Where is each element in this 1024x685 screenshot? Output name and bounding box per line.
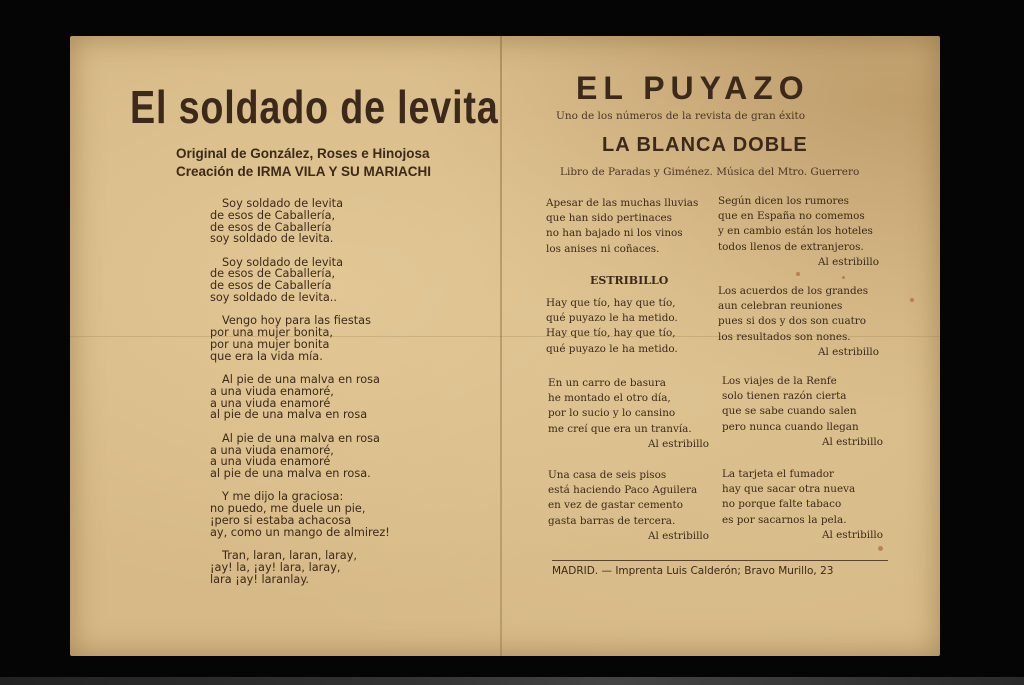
lyric-line: me creí que era un tranvía. [548, 422, 692, 435]
lyric-line: los resultados son nones. [718, 330, 851, 343]
lyric-line: a una viuda enamoré, [210, 443, 334, 457]
refrain-note: Al estribillo [648, 529, 709, 542]
printer-footer: MADRID. — Imprenta Luis Calderón; Bravo Murillo, 23 [552, 565, 834, 577]
lyric-line: que era la vida mía. [210, 349, 323, 363]
lyric-line: todos llenos de extranjeros. [718, 240, 864, 253]
lyric-line: está haciendo Paco Aguilera [548, 484, 698, 497]
lyric-line: gasta barras de tercera. [548, 514, 676, 527]
lyric-line: Tran, laran, laran, laray, [222, 549, 357, 563]
lyric-line: que en España no comemos [718, 210, 865, 223]
stanza [210, 257, 490, 304]
lyric-line: hay que sacar otra nueva [722, 483, 856, 496]
lyric-line: de esos de Caballería, [210, 267, 336, 281]
ink-stain [796, 272, 800, 276]
revue-title: LA BLANCA DOBLE [602, 134, 808, 156]
verse-block [722, 467, 887, 543]
lyric-line: y en cambio están los hoteles [718, 225, 873, 238]
bottom-strip [0, 677, 1024, 685]
lyric-line: ¡pero si estaba achacosa [210, 514, 352, 528]
lyric-line: al pie de una malva en rosa [210, 408, 368, 422]
stanza [210, 433, 490, 480]
song-title-left: El soldado de levita [130, 81, 499, 133]
lyric-line: En un carro de basura [548, 377, 666, 389]
refrain-note: Al estribillo [818, 345, 879, 358]
lyric-line: ¡ay! la, ¡ay! lara, laray, [210, 560, 341, 574]
lyric-line: Apesar de las muchas lluvias [546, 197, 699, 209]
authors-line: Libro de Paradas y Giménez. Música del Mtro. Guerrero [560, 166, 860, 178]
lyric-line: Hay que tío, hay que tío, [546, 297, 676, 309]
songsheet-paper [70, 36, 940, 656]
lyric-line: no porque falte tabaco [722, 498, 842, 511]
stanza [210, 315, 490, 362]
lyric-line: de esos de Caballería [210, 220, 332, 234]
left-panel [70, 36, 500, 656]
ink-stain [878, 546, 883, 551]
lyrics-left [210, 198, 490, 597]
lyric-line: Una casa de seis pisos [548, 469, 667, 481]
lyric-line: los anises ni coñaces. [546, 242, 660, 255]
credit-line-1: Original de González, Roses e Hinojosa [176, 146, 430, 161]
lyric-line: lara ¡ay! laranlay. [210, 572, 309, 586]
lyric-line: a una viuda enamoré [210, 396, 331, 410]
lyric-line: que han sido pertinaces [546, 212, 672, 225]
lyric-line: en vez de gastar cemento [548, 499, 683, 512]
lyric-line: pero nunca cuando llegan [722, 420, 859, 433]
stanza [210, 550, 490, 585]
verse-block [718, 194, 883, 270]
lyric-line: Al pie de una malva en rosa [222, 431, 380, 445]
lyric-line: Al pie de una malva en rosa [222, 373, 380, 387]
ink-stain [910, 298, 914, 302]
verse-block [546, 196, 731, 257]
lyric-line: he montado el otro día, [548, 392, 671, 405]
credit-line-2: Creación de IRMA VILA Y SU MARIACHI [176, 164, 432, 179]
lyric-line: de esos de Caballería [210, 279, 332, 293]
ink-stain [842, 276, 845, 279]
lyric-line: por lo sucio y lo cansino [548, 407, 676, 420]
lyric-line: a una viuda enamoré [210, 455, 331, 469]
lyric-line: que se sabe cuando salen [722, 405, 857, 418]
lyric-line: Y me dijo la graciosa: [222, 490, 344, 504]
lyric-line: a una viuda enamoré, [210, 384, 334, 398]
lyric-line: Hay que tío, hay que tío, [546, 327, 676, 340]
lyric-line: no han bajado ni los vinos [546, 227, 683, 240]
estribillo-heading: ESTRIBILLO [590, 274, 669, 287]
lyric-line: al pie de una malva en rosa. [210, 467, 371, 481]
lyric-line: Vengo hoy para las fiestas [222, 314, 371, 328]
verse-block [548, 468, 713, 544]
refrain-note: Al estribillo [822, 435, 883, 448]
lyric-line: de esos de Caballería, [210, 208, 336, 222]
lyric-line: Los acuerdos de los grandes [718, 285, 869, 297]
stanza [210, 491, 490, 538]
footer-rule [552, 560, 888, 561]
lyric-line: Soy soldado de levita [222, 255, 344, 269]
lyric-line: soy soldado de levita. [210, 232, 334, 246]
refrain-note: Al estribillo [818, 255, 879, 268]
refrain-note: Al estribillo [648, 437, 709, 450]
stanza [210, 198, 490, 245]
lyric-line: soy soldado de levita.. [210, 291, 337, 305]
verse-block [548, 376, 713, 452]
right-panel [502, 36, 940, 656]
estribillo-block [546, 296, 731, 357]
lyric-line: Según dicen los rumores [718, 195, 849, 207]
lyric-line: ay, como un mango de almirez! [210, 525, 390, 539]
lyric-line: solo tienen razón cierta [722, 390, 847, 403]
verse-block [722, 374, 887, 450]
lyric-line: qué puyazo le ha metido. [546, 342, 678, 355]
lyric-line: Los viajes de la Renfe [722, 375, 837, 387]
subtitle: Uno de los números de la revista de gran éxito [556, 110, 806, 122]
stanza [210, 374, 490, 421]
lyric-line: por una mujer bonita [210, 337, 330, 351]
verse-block [718, 284, 883, 360]
lyric-line: qué puyazo le ha metido. [546, 312, 678, 325]
refrain-note: Al estribillo [822, 528, 883, 541]
lyric-line: pues si dos y dos son cuatro [718, 315, 867, 328]
lyric-line: es por sacarnos la pela. [722, 513, 847, 526]
lyric-line: Soy soldado de levita [222, 197, 344, 210]
song-title-right: EL PUYAZO [576, 70, 810, 106]
lyric-line: aun celebran reuniones [718, 300, 843, 313]
lyric-line: no puedo, me duele un pie, [210, 502, 366, 516]
lyric-line: por una mujer bonita, [210, 326, 333, 340]
lyric-line: La tarjeta el fumador [722, 468, 835, 480]
